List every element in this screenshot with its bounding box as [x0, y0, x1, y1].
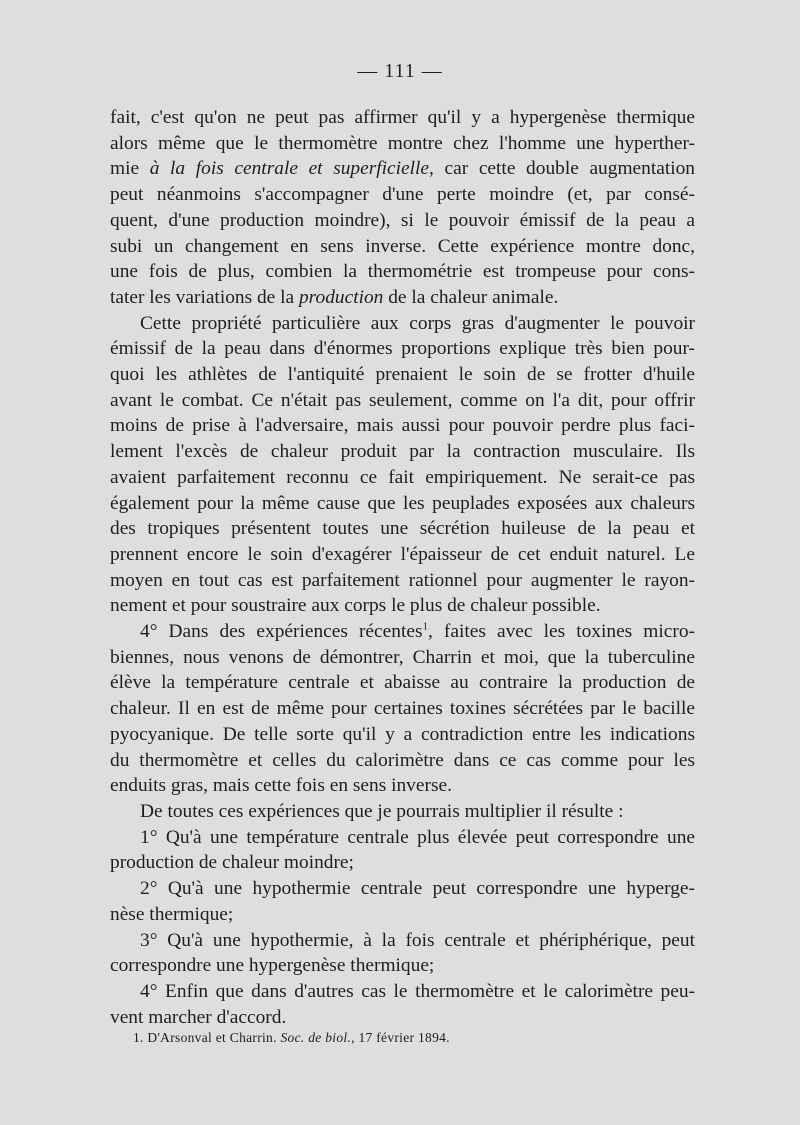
text-line: [110, 156, 695, 182]
text-line: production de chaleur moindre;: [110, 852, 354, 874]
text-run: de la chaleur animale.: [383, 286, 559, 308]
conclusion-2: [110, 876, 695, 927]
paragraph-3: [110, 619, 695, 799]
text-run: 1. D'Arsonval et Charrin.: [133, 1030, 281, 1045]
footnote-ref: 1: [422, 620, 428, 633]
text-line: une fois de plus, combien la thermométrie est trompeuse pour cons-: [110, 261, 695, 283]
text-line: correspondre une hypergenèse thermique;: [110, 955, 435, 977]
page-number: — 111 —: [357, 60, 443, 82]
text-run: , 17 février 1894.: [351, 1030, 450, 1045]
italic-text: Soc. de biol.: [280, 1030, 352, 1045]
text-line: moins de prise à l'adversaire, mais aussi pour pouvoir perdre plus faci-: [110, 415, 695, 437]
conclusion-1: [110, 825, 695, 876]
paragraph-1: [110, 105, 695, 311]
text-run: , faites avec les toxines micro-: [428, 621, 695, 643]
text-line: peut néanmoins s'accompagner d'une perte moindre (et, par consé-: [110, 184, 695, 206]
text-line: alors même que le thermomètre montre chez l'homme une hyperther-: [110, 132, 695, 154]
italic-text: à la fois centrale et superficielle: [149, 158, 430, 180]
text-line: prennent encore le soin d'exagérer l'épaisseur de cet enduit naturel. Le: [110, 543, 695, 565]
text-line: biennes, nous venons de démontrer, Charrin et moi, que la tuberculine: [110, 646, 695, 668]
text-line: pyocyanique. De telle sorte qu'il y a contradiction entre les indications: [110, 723, 695, 745]
text-line: [110, 619, 695, 645]
conclusion-4: [110, 979, 695, 1030]
body-text: [110, 105, 695, 1030]
text-line: 2° Qu'à une hypothermie centrale peut correspondre une hyperge-: [140, 878, 695, 900]
conclusion-3: [110, 928, 695, 979]
paragraph-4: [110, 799, 695, 825]
text-line: nèse thermique;: [110, 903, 234, 925]
text-line: du thermomètre et celles du calorimètre dans ce cas comme pour les: [110, 749, 695, 771]
text-line: subi un changement en sens inverse. Cette expérience montre donc,: [110, 235, 695, 257]
text-run: , car cette double augmentation: [429, 158, 695, 180]
paragraph-2: [110, 311, 695, 619]
text-line: 1° Qu'à une température centrale plus élevée peut correspondre une: [140, 826, 695, 848]
text-line: quoi les athlètes de l'antiquité prenaient le soin de se frotter d'huile: [110, 364, 695, 386]
text-line: 4° Enfin que dans d'autres cas le thermomètre et le calorimètre peu-: [140, 980, 695, 1002]
text-run: tater les variations de la: [110, 286, 299, 308]
text-line: quent, d'une production moindre), si le pouvoir émissif de la peau a: [110, 209, 695, 231]
text-line: lement l'excès de chaleur produit par la contraction musculaire. Ils: [110, 441, 695, 463]
text-line: chaleur. Il en est de même pour certaines toxines sécrétées par le bacille: [110, 698, 695, 720]
text-line: enduits gras, mais cette fois en sens inverse.: [110, 775, 452, 797]
text-line: avant le combat. Ce n'était pas seulement, comme on l'a dit, pour offrir: [110, 389, 695, 411]
text-line: fait, c'est qu'on ne peut pas affirmer qu'il y a hypergenèse thermique: [110, 107, 695, 128]
text-run: 4° Dans des expériences récentes: [140, 621, 423, 643]
text-line: élève la température centrale et abaisse au contraire la production de: [110, 672, 695, 694]
footnote: [133, 1030, 693, 1046]
text-run: mie: [110, 158, 150, 180]
text-line: vent marcher d'accord.: [110, 1006, 287, 1028]
text-line: nement et pour soustraire aux corps le plus de chaleur possible.: [110, 595, 601, 617]
text-line: De toutes ces expériences que je pourrais multiplier il résulte :: [140, 800, 624, 822]
text-line: également pour la même cause que les peuplades exposées aux chaleurs: [110, 492, 695, 514]
text-line: moyen en tout cas est parfaitement rationnel pour augmenter le rayon-: [110, 569, 695, 591]
text-line: Cette propriété particulière aux corps gras d'augmenter le pouvoir: [140, 312, 695, 334]
text-line: émissif de la peau dans d'énormes proportions explique très bien pour-: [110, 338, 695, 360]
text-line: avaient parfaitement reconnu ce fait empiriquement. Ne serait-ce pas: [110, 466, 695, 488]
italic-text: production: [298, 286, 384, 308]
text-line: [110, 285, 695, 311]
text-line: des tropiques présentent toutes une sécrétion huileuse de la peau et: [110, 518, 695, 540]
text-line: 3° Qu'à une hypothermie, à la fois centrale et phériphérique, peut: [140, 929, 695, 951]
